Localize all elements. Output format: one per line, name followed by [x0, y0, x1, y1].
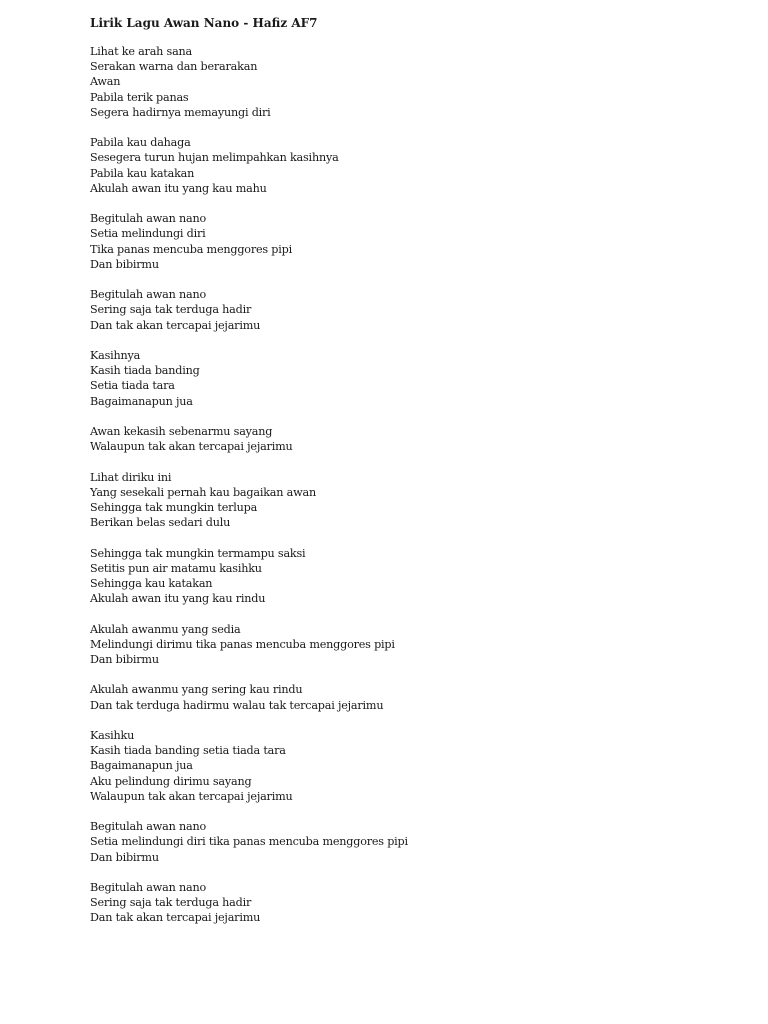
lyric-line: Dan bibirmu [90, 257, 159, 271]
lyric-line: Sesegera turun hujan melimpahkan kasihnya [90, 151, 339, 165]
lyric-line: Akulah awan itu yang kau mahu [90, 181, 267, 195]
lyric-stanza [90, 135, 730, 196]
lyric-line: Akulah awan itu yang kau rindu [90, 592, 266, 606]
lyric-stanza [90, 546, 730, 607]
lyric-line: Sering saja tak terduga hadir [90, 303, 252, 317]
lyric-line: Sehingga kau katakan [90, 577, 213, 590]
lyric-line: Bagaimanapun jua [90, 394, 193, 408]
lyric-line: Akulah awanmu yang sedia [90, 622, 241, 636]
lyric-line: Begitulah awan nano [90, 880, 206, 894]
lyric-line: Bagaimanapun jua [90, 759, 193, 773]
lyric-line: Aku pelindung dirimu sayang [90, 774, 252, 788]
lyric-line: Yang sesekali pernah kau bagaikan awan [90, 485, 316, 499]
lyric-stanza [90, 424, 730, 454]
lyric-line: Berikan belas sedari dulu [90, 516, 231, 530]
lyrics-body [90, 44, 730, 926]
lyric-stanza [90, 728, 730, 804]
lyric-line: Sehingga tak mungkin termampu saksi [90, 546, 306, 560]
lyric-line: Pabila kau katakan [90, 166, 195, 180]
lyric-stanza [90, 880, 730, 926]
lyric-line: Lihat diriku ini [90, 470, 172, 484]
lyric-line: Serakan warna dan berarakan [90, 60, 258, 74]
lyric-stanza [90, 211, 730, 272]
lyric-stanza [90, 470, 730, 531]
lyric-line: Tika panas mencuba menggores pipi [90, 242, 292, 256]
lyric-line: Dan bibirmu [90, 653, 159, 666]
lyric-line: Setia tiada tara [90, 379, 175, 393]
document-title: Lirik Lagu Awan Nano - Hafiz AF7 [90, 16, 318, 30]
lyric-line: Setia melindungi diri tika panas mencuba menggores pipi [90, 835, 408, 849]
lyric-line: Walaupun tak akan tercapai jejarimu [90, 789, 293, 803]
lyric-line: Awan kekasih sebenarmu sayang [90, 425, 273, 438]
lyric-line: Segera hadirnya memayungi diri [90, 105, 271, 119]
lyric-stanza [90, 348, 730, 409]
lyric-line: Awan [90, 75, 121, 89]
lyric-line: Kasihku [90, 728, 135, 742]
lyric-line: Lihat ke arah sana [90, 45, 193, 58]
lyric-line: Dan tak akan tercapai jejarimu [90, 911, 261, 925]
lyric-line: Sehingga tak mungkin terlupa [90, 501, 258, 514]
lyric-line: Dan bibirmu [90, 850, 159, 864]
lyric-line: Dan tak akan tercapai jejarimu [90, 318, 261, 332]
lyric-stanza [90, 287, 730, 333]
lyrics-document [90, 14, 730, 941]
lyric-line: Begitulah awan nano [90, 212, 206, 226]
lyric-line: Pabila terik panas [90, 90, 189, 104]
lyric-line: Kasihnya [90, 349, 141, 362]
lyric-line: Akulah awanmu yang sering kau rindu [90, 683, 303, 697]
lyric-line: Pabila kau dahaga [90, 136, 191, 150]
lyric-line: Sering saja tak terduga hadir [90, 896, 252, 910]
lyric-line: Begitulah awan nano [90, 288, 206, 302]
lyric-line: Setia melindungi diri [90, 227, 206, 241]
lyric-line: Begitulah awan nano [90, 820, 206, 834]
lyric-stanza [90, 819, 730, 865]
lyric-stanza [90, 622, 730, 668]
lyric-line: Setitis pun air matamu kasihku [90, 561, 262, 575]
lyric-stanza [90, 682, 730, 712]
lyric-line: Dan tak terduga hadirmu walau tak tercapai jejarimu [90, 698, 384, 712]
lyric-stanza [90, 44, 730, 120]
lyric-line: Melindungi dirimu tika panas mencuba menggores pipi [90, 637, 395, 651]
lyric-line: Walaupun tak akan tercapai jejarimu [90, 440, 293, 454]
lyric-line: Kasih tiada banding setia tiada tara [90, 744, 286, 758]
lyric-line: Kasih tiada banding [90, 364, 200, 378]
